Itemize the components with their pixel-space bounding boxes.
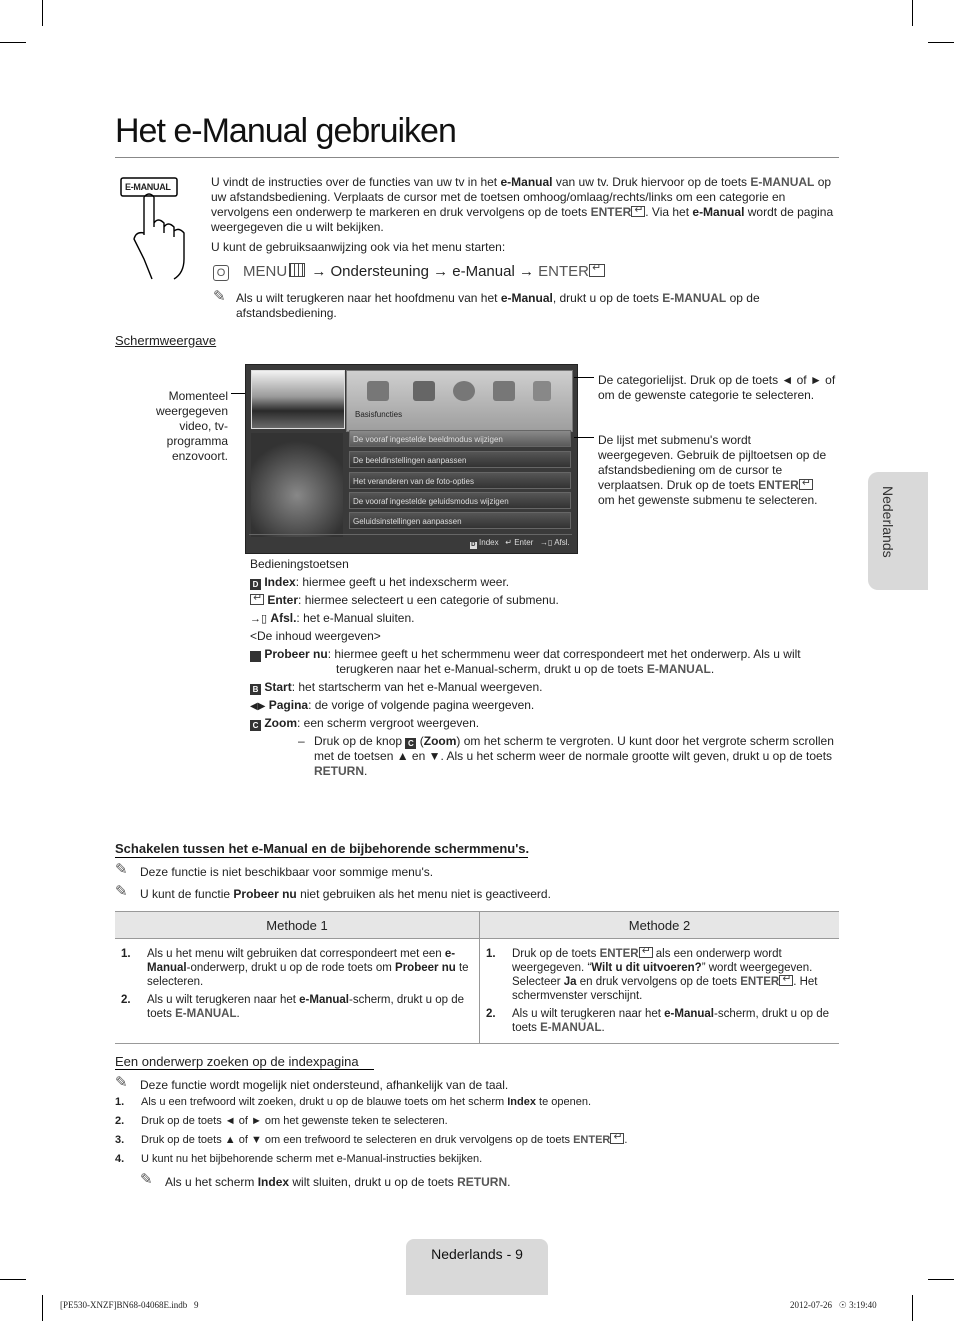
index-key-icon: D [471,542,476,548]
category-label: Basisfuncties [355,410,403,419]
bottom-bar-index: Index [479,538,499,547]
crop-mark [0,42,26,43]
callout-line [574,377,594,378]
crop-mark [912,0,913,26]
video-thumbnail [251,370,345,429]
zoom-key-icon: C [250,720,261,731]
crop-mark [0,1279,26,1280]
switch-note-1: Deze functie is niet beschikbaar voor sommige menu's. [140,865,434,879]
side-tab [868,472,928,590]
controls-list: Bedieningstoetsen D Index: hiermee geeft u het indexscherm weer. ↵ Enter: hiermee selecteert u een categorie of submenu. →▯ Afsl.: het e-Manual sluiten. <De inhoud weergeven> A Probeer nu: hiermee geeft u het schermmenu weer dat correspondeert met het onderwerp. Als u wilt terugkeren naar het e-Manual-scherm, drukt u op de toets E-MANUAL. B Start: het startscherm van het e-Manual weergeven. ◀▶ Pagina: de vorige of volgende pagina weergeven. C Zoom: een scherm vergroot weergeven. – Druk op de knop C (Zoom) om het scherm te vergroten. U kunt door het vergrote scherm scrollen met de toetsen ▲ en ▼. Als u het scherm weer de normale grootte wilt geven, drukt u op de toets RETURN. [250,557,840,779]
section-heading-switch: Schakelen tussen het e-Manual en de bijbehorende schermmenu's. [115,841,530,856]
enter-key-icon [779,975,793,986]
heading-underline [115,857,528,858]
bottom-bar-exit: Afsl. [554,538,570,547]
submenu-item-4: De vooraf ingestelde geluidsmodus wijzigen [349,492,571,509]
emanual-screen-mockup [245,364,578,554]
method-1-cell: 1. Als u het menu wilt gebruiken dat correspondeert met een e-Manual-onderwerp, drukt u op de rode toets om Probeer nu te selecteren. 2. Als u wilt terugkeren naar het e-Manual-scherm, drukt u op de toets E-MANUAL. [115,939,480,1044]
enter-key-icon [631,206,645,217]
section-heading-index: Een onderwerp zoeken op de indexpagina [115,1054,359,1069]
right-caption-categories: De categorielijst. Druk op de toets ◄ of ► of om de gewenste categorie te selecteren. [598,373,836,402]
print-file-info: [PE530-XNZF]BN68-04068E.indb 9 [60,1300,199,1310]
remote-hand-illustration [118,175,198,285]
enter-key-icon [610,1133,624,1144]
controls-heading: Bedieningstoetsen [250,557,349,571]
side-tab-label: Nederlands [880,486,896,558]
category-icon-1 [367,381,389,401]
footer-page-tab [406,1239,548,1295]
method-2-cell: 1. Druk op de toets ENTER↵ als een onderwerp wordt weergegeven. “Wilt u dit uitvoeren?” wordt weergegeven. Selecteer Ja en druk vervolgens op de toets ENTER↵ . Het schermvenster verschijnt. 2. Als u wilt terugkeren naar het e-Manual-scherm, drukt u op de toets E-MANUAL. [480,939,840,1044]
category-icon-2 [413,381,435,401]
pencil-note-icon: ✎ [115,883,128,900]
category-icon-5 [533,381,551,401]
heading-underline [115,1069,374,1070]
exit-icon: →▯ [250,613,268,625]
pencil-note-icon: ✎ [115,861,128,878]
print-date-info: 2012-07-26 ☉ 3:19:40 [790,1300,877,1310]
table-header-method-2: Methode 2 [480,912,840,939]
page-title: Het e-Manual gebruiken [115,112,456,150]
enter-key-icon [799,479,813,490]
bottom-bar-enter: Enter [514,538,534,547]
left-caption: Momenteel weergegeven video, tv-programma enzovoort. [155,389,228,463]
content-heading: <De inhoud weergeven> [250,629,381,643]
crop-mark [928,42,954,43]
list-item: 2. Druk op de toets ◄ of ► om het gewenste teken te selecteren. [115,1115,448,1127]
left-right-arrows-icon: ◀▶ [250,701,266,712]
crop-mark [912,1295,913,1321]
methods-table [115,911,839,1044]
bottom-bar: D Index ↵ Enter →▯ Afsl. [249,534,572,550]
zoom-key-icon: C [405,738,416,749]
index-note-2: Als u het scherm Index wilt sluiten, drukt u op de toets RETURN. [165,1175,511,1189]
pencil-note-icon: ✎ [115,1074,128,1091]
index-key-icon: D [250,579,261,590]
menu-grid-icon [289,263,305,277]
intro-menu-hint: U kunt de gebruiksaanwijzing ook via het menu starten: [211,240,506,254]
switch-note-2: U kunt de functie Probeer nu niet gebruiken als het menu niet is geactiveerd. [140,887,551,901]
index-steps [115,1095,839,1171]
submenu-item-5: Geluidsinstellingen aanpassen [349,512,571,529]
submenu-item-1: De vooraf ingestelde beeldmodus wijzigen [349,430,571,447]
submenu-item-3: Het veranderen van de foto-opties [349,472,571,489]
callout-line [574,437,594,438]
enter-key-icon [250,594,264,605]
pencil-note-icon: ✎ [140,1171,153,1188]
category-bar [346,370,573,432]
menu-path: O MENU → Ondersteuning → e-Manual → ENTER↵ [213,263,605,281]
crop-mark [42,0,43,26]
title-rule [115,157,839,158]
list-item: 3. Druk op de toets ▲ of ▼ om een trefwoord te selecteren en druk vervolgens op de toets ENTER↵ . [115,1133,839,1152]
section-heading-screen: Schermweergave [115,333,217,348]
start-key-icon: B [250,684,261,695]
menu-enter-key: ENTER [538,263,589,280]
category-icon-4 [493,381,515,401]
submenu-item-2: De beeldinstellingen aanpassen [349,451,571,468]
list-item: 1. Als u een trefwoord wilt zoeken, drukt u op de blauwe toets om het scherm Index te openen. [115,1096,592,1108]
pencil-note-icon: ✎ [213,288,226,305]
menu-key: MENU [243,263,288,280]
try-key-icon: A [250,651,261,662]
crop-mark [928,1279,954,1280]
intro-paragraph: U vindt de instructies over de functies van uw tv in het e-Manual van uw tv. Druk hiervoor op de toets E-MANUAL op uw afstandsbediening. Verplaats de cursor met de toetsen omhoog/omlaag/rechts/links om een categorie en vervolgens een onderwerp te markeren en druk vervolgens op de toets ENTER↵ . Via het e-Manual wordt de pagina weergegeven die u wilt bekijken. [211,175,839,235]
remote-button-label: E-MANUAL [125,182,171,192]
page-number: Nederlands - 9 [431,1246,523,1262]
help-illustration [251,433,343,537]
right-caption-submenu: De lijst met submenu's wordt weergegeven. Gebruik de pijltoetsen op de afstandsbediening om de cursor te verplaatsen. Druk op de toets ENTER↵ om het gewenste submenu te selecteren. [598,433,828,508]
table-header-method-1: Methode 1 [115,912,480,939]
enter-key-icon [639,947,653,958]
intro-note: Als u wilt terugkeren naar het hoofdmenu van het e-Manual, drukt u op de toets E-MANUAL op de afstandsbediening. [236,291,760,320]
list-item: 4. U kunt nu het bijbehorende scherm met e-Manual-instructies bekijken. [115,1153,483,1165]
crop-mark [42,1295,43,1321]
category-icon-3 [453,381,475,401]
menu-o-icon: O [213,265,229,281]
enter-key-icon [589,264,605,277]
index-note: Deze functie wordt mogelijk niet ondersteund, afhankelijk van de taal. [140,1078,509,1092]
